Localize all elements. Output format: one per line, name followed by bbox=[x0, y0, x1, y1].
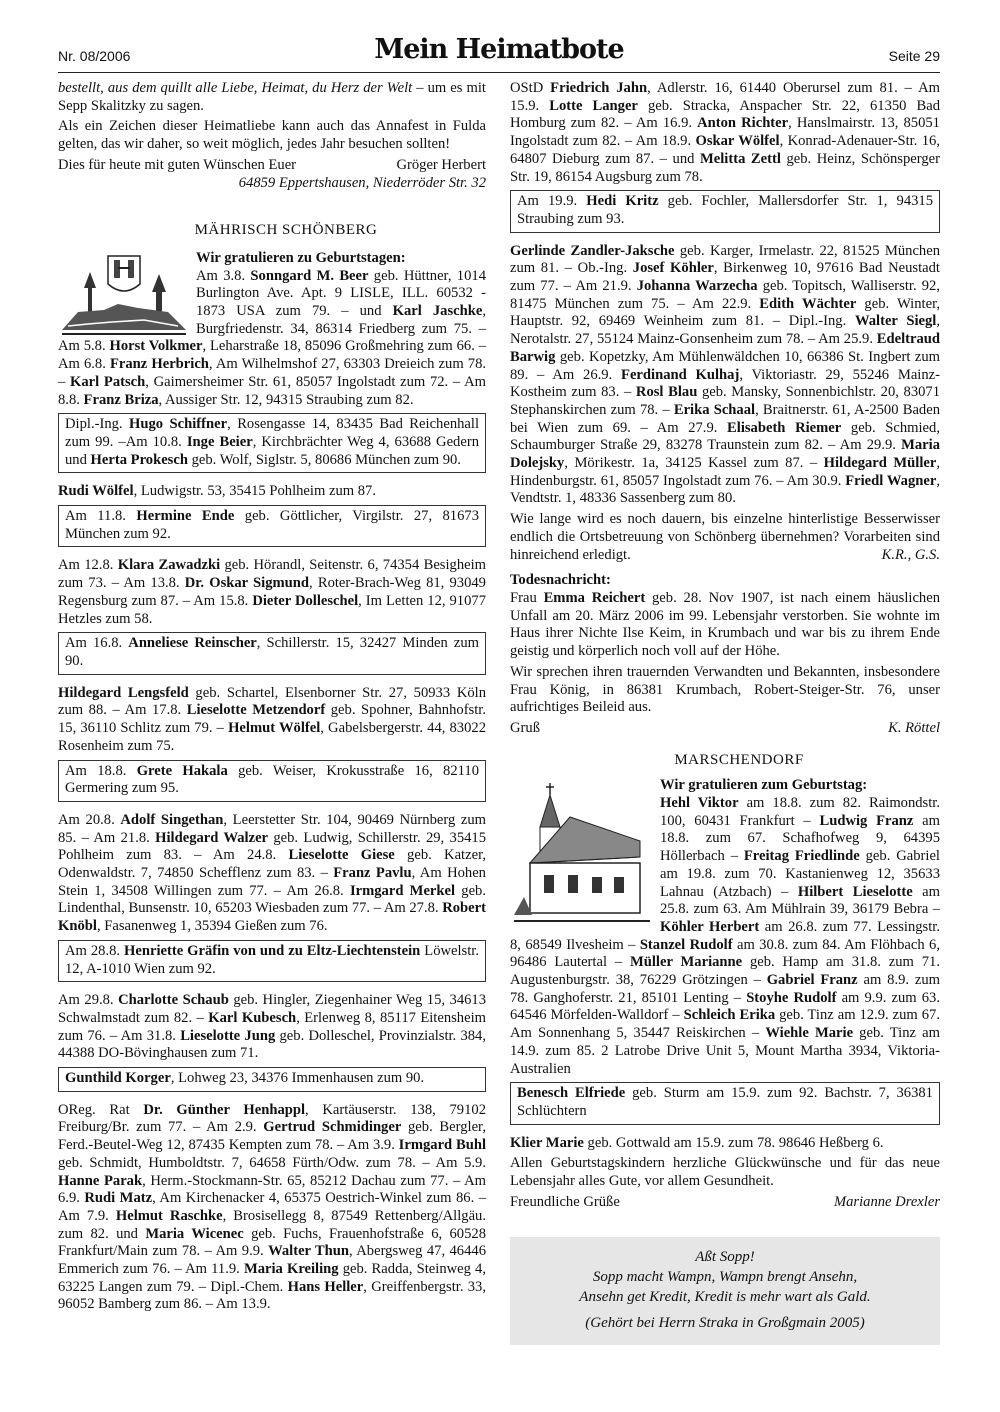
masthead-title: Mein Heimatbote bbox=[374, 34, 624, 65]
right-paragraph: Wie lange wird es noch dauern, bis einzelne hinterlistige Besserwisser endlich die Ortsbetreuung von Schönberg übernehmen? Vorarbeiten sind hinreichend erledigt. K.R., G.S. bbox=[510, 511, 940, 563]
church-drawing-icon bbox=[510, 777, 654, 927]
highlight-box: Am 19.9. Hedi Kritz geb. Fochler, Mallersdorfer Str. 1, 94315 Straubing zum 93. bbox=[510, 190, 940, 232]
death-notice-paragraph: Frau Emma Reichert geb. 28. Nov 1907, ist nach einem häuslichen Unfall am 20. März 2006 im 99. Lebensjahr verstorben. Sie wohnte im Haus ihrer Nichte Ilse Keim, in Krumbach und war bis zu ihrem Ende geistig und körperlich noch voll auf der Höhe. bbox=[510, 589, 940, 660]
highlight-box: Am 18.8. Grete Hakala geb. Weiser, Krokusstraße 16, 82110 Germering zum 95. bbox=[58, 760, 486, 802]
mahrisch-paragraph: Am 29.8. Charlotte Schaub geb. Hingler, Ziegenhainer Weg 15, 34613 Schwalmstadt zum 82. – Karl Kubesch, Erlenweg 8, 85117 Eitensheim zum 76. – Am 31.8. Lieselotte Jung geb. Dolleschel, Provinzialstr. 384, 44388 DO-Bövinghausen zum 71. bbox=[58, 992, 487, 1062]
marschendorf-signature: Freundliche Grüße Marianne Drexler bbox=[510, 1193, 940, 1210]
page-header bbox=[58, 34, 940, 74]
right-column bbox=[510, 80, 940, 1345]
town-coat-of-arms-icon bbox=[58, 250, 190, 336]
signer-address: 64859 Eppertshausen, Niederröder Str. 32 bbox=[238, 174, 486, 191]
page-number: Seite 29 bbox=[888, 48, 940, 64]
death-notice-signature: Gruß K. Röttel bbox=[510, 719, 940, 736]
mahrisch-paragraph: Hildegard Lengsfeld geb. Schartel, Elsenborner Str. 27, 50933 Köln zum 88. – Am 17.8. Lieselotte Metzendorf geb. Spohner, Bahnhofstr. 15, 36110 Schlitz zum 79. – Helmut Wölfel, Gabelsbergerstr. 44, 83022 Rosenheim zum 75. bbox=[58, 684, 487, 754]
right-paragraph: Gerlinde Zandler-Jaksche geb. Karger, Irmelastr. 22, 81525 München zum 81. – Ob.-Ing. Josef Köhler, Birkenweg 10, 97616 Bad Neustadt zum 77. – Am 21.9. Johanna Warzecha geb. Topitsch, Walliserstr. 92, 81475 München zum 75. – Am 22.9. Edith Wächter geb. Winter, Hauptstr. 92, 69469 Weinheim zum 81. – Dipl.-Ing. Walter Siegl, Nerotalstr. 27, 55124 Mainz-Gonsenheim zum 78. – Am 25.9. Edeltraud Barwig geb. Kopetzky, Am Mühlenwäldchen 10, 66386 St. Ingbert zum 89. – Am 26.9. Ferdinand Kulhaj, Viktoriastr. 29, 55246 Mainz-Kostheim zum 83. – Rosl Blau geb. Mansky, Sonnenbichlstr. 20, 83071 Stephanskirchen zum 78. – Erika Schaal, Braitnerstr. 61, A-2500 Baden bei Wien zum 69. – Am 27.9. Elisabeth Riemer geb. Schmied, Schaumburger Straße 29, 83278 Traunstein zum 82. – Am 29.9. Maria Dolejsky, Mörikestr. 1a, 34125 Kassel zum 87. – Hildegard Müller, Hindenburgstr. 61, 85057 Ingolstadt zum 76. – Am 30.9. Friedl Wagner, Vendtstr. 1, 48336 Sassenberg zum 80. bbox=[510, 242, 941, 507]
mahrisch-paragraph: Am 20.8. Adolf Singethan, Leerstetter Str. 104, 90469 Nürnberg zum 85. – Am 21.8. Hildegard Walzer geb. Ludwig, Schillerstr. 29, 35415 Pohlheim zum 83. – Am 24.8. Lieselotte Giese geb. Katzer, Odenwaldstr. 7, 74850 Schefflenz zum 83. – Franz Pavlu, Am Hohen Stein 1, 34508 Willingen zum 77. – Am 26.8. Irmgard Merkel geb. Lindenthal, Bunsenstr. 10, 65203 Wiesbaden zum 77. – Am 27.8. Robert Knöbl, Fasanenweg 1, 35394 Gießen zum 76. bbox=[58, 811, 487, 935]
highlight-box: Am 16.8. Anneliese Reinscher, Schillerstr. 15, 32427 Minden zum 90. bbox=[58, 632, 486, 674]
header-rule bbox=[58, 72, 940, 73]
intro-paragraph: bestellt, aus dem quillt alle Liebe, Heimat, du Herz der Welt – um es mit Sepp Skalitzky zu sagen. bbox=[58, 80, 486, 114]
mahrisch-paragraph: Rudi Wölfel, Ludwigstr. 53, 35415 Pohlheim zum 87. bbox=[58, 483, 376, 500]
death-notice-heading: Todesnachricht: bbox=[510, 572, 611, 589]
signer-name: Gröger Herbert bbox=[396, 156, 486, 173]
highlight-box: Am 11.8. Hermine Ende geb. Göttlicher, Virgilstr. 27, 81673 München zum 92. bbox=[58, 505, 486, 547]
right-paragraph: OStD Friedrich Jahn, Adlerstr. 16, 61440 Oberursel zum 81. – Am 15.9. Lotte Langer geb. Stracka, Anspacher Str. 22, 61350 Bad Homburg zum 82. – Am 16.9. Anton Richter, Hanslmairstr. 13, 85051 Ingolstadt zum 82. – Am 18.9. Oskar Wölfel, Konrad-Adenauer-Str. 16, 64807 Dieburg zum 87. – und Melitta Zettl geb. Heinz, Schönsperger Str. 19, 86154 Augsburg zum 78. bbox=[510, 80, 940, 185]
marschendorf-paragraph: Wir gratulieren zum Geburtstag: Hehl Viktor am 18.8. zum 82. Raimondstr. 100, 60431 Frankfurt – Ludwig Franz am 18.8. zum 67. Schafhofweg 9, 64395 Höllerbach – Freitag Friedlinde geb. Gabriel am 19.8. zum 70. Kastanienweg 12, 35633 Lahnau (Atzbach) – Hilbert Lieselotte am 25.8. zum 63. Am Mühlrain 39, 36179 Bebra – Köhler Herbert am 26.8. zum 77. Lessingstr. 8, 68549 Ilvesheim – Stanzel Rudolf am 30.8. zum 84. Am Flöhbach 6, 96486 Lautertal – Müller Marianne geb. Hamp am 31.8. zum 71. Augustenburgstr. 38, 76229 Grötzingen – Gabriel Franz am 8.9. zum 78. Ganghoferstr. 21, 85101 Lenting – Stoyhe Rudolf am 9.9. zum 63. 64546 Mörfelden-Walldorf – Schleich Erika geb. Tinz am 12.9. zum 67. Am Sonnenhang 5, 35447 Reiskirchen – Wiehle Marie geb. Tinz am 14.9. zum 85. 2 Latrobe Drive Unit 5, Mount Martha 3934, Viktoria-Australien bbox=[510, 777, 940, 1077]
highlight-box: Dipl.-Ing. Hugo Schiffner, Rosengasse 14, 83435 Bad Reichenhall zum 99. –Am 10.8. Inge Beier, Kirchbrächter Weg 4, 63688 Gedern und Herta Prokesch geb. Wolf, Siglstr. 5, 80686 München zum 90. bbox=[58, 413, 486, 473]
left-column bbox=[58, 80, 486, 1317]
marschendorf-paragraph: Klier Marie geb. Gottwald am 15.9. zum 78. 98646 Heßberg 6. bbox=[510, 1134, 884, 1151]
dialect-poem-box bbox=[510, 1237, 940, 1345]
poem-line: Sopp macht Wampn, Wampn brengt Ansehn, bbox=[592, 1269, 858, 1286]
issue-number: Nr. 08/2006 bbox=[58, 48, 131, 64]
intro-signature-line: Dies für heute mit guten Wünschen Euer Gröger Herbert bbox=[58, 156, 486, 173]
section-title-maehrisch: MÄHRISCH SCHÖNBERG bbox=[194, 222, 378, 239]
death-notice-paragraph: Wir sprechen ihren trauernden Verwandten und Bekannten, insbesondere Frau König, in 86381 Krumbach, Robert-Steiger-Str. 76, unser aufrichtiges Beileid aus. bbox=[510, 663, 940, 716]
marschendorf-paragraph: Allen Geburtstagskindern herzliche Glückwünsche und für das neue Lebensjahr alles Gute, vor allem Gesundheit. bbox=[510, 1155, 940, 1190]
highlight-box: Am 28.8. Henriette Gräfin von und zu Eltz-Liechtenstein Löwelstr. 12, A-1010 Wien zum 92. bbox=[58, 940, 486, 982]
poem-attribution: (Gehört bei Herrn Straka in Großgmain 2005) bbox=[585, 1315, 865, 1332]
highlight-box: Benesch Elfriede geb. Sturm am 15.9. zum 92. Bachstr. 7, 36381 Schlüchtern bbox=[510, 1082, 940, 1124]
mahrisch-paragraph: OReg. Rat Dr. Günther Henhappl, Kartäuserstr. 138, 79102 Freiburg/Br. zum 77. – Am 2.9. Gertrud Schmidinger geb. Bergler, Ferd.-Beutel-Weg 12, 87435 Kempten zum 78. – Am 3.9. Irmgard Buhl geb. Schmidt, Humboldtstr. 7, 64658 Fürth/Odw. zum 78. – Am 5.9. Hanne Parak, Herm.-Stockmann-Str. 65, 85212 Dachau zum 77. – Am 6.9. Rudi Matz, Am Kirchenacker 4, 65375 Oestrich-Winkel zum 86. – Am 7.9. Helmut Raschke, Brosisellegg 8, 87549 Rettenberg/Allgäu. zum 82. und Maria Wicenec geb. Fuchs, Frauenhofstraße 6, 60528 Frankfurt/Main zum 78. – Am 9.9. Walter Thun, Abergsweg 47, 46446 Emmerich zum 76. – Am 11.9. Maria Kreiling geb. Radda, Steinweg 4, 63225 Langen zum 79. – Dipl.-Chem. Hans Heller, Greiffenbergstr. 33, 96052 Bamberg zum 86. – Am 13.9. bbox=[58, 1101, 487, 1313]
highlight-box: Gunthild Korger, Lohweg 23, 34376 Immenhausen zum 90. bbox=[58, 1067, 486, 1092]
poem-line: Aßt Sopp! bbox=[695, 1249, 755, 1266]
intro-paragraph: Als ein Zeichen dieser Heimatliebe kann auch das Annafest in Fulda gelten, das wir daher, so weit möglich, jedes Jahr besuchen sollten! bbox=[58, 118, 486, 153]
initials-signature: K.R., G.S. bbox=[881, 546, 940, 563]
section-title-marschendorf: MARSCHENDORF bbox=[674, 751, 804, 768]
mahrisch-paragraph: Wir gratulieren zu Geburtstagen: Am 3.8. Sonngard M. Beer geb. Hüttner, 1014 Burlington Ave. Apt. 9 LISLE, ILL. 60532 - 1873 USA zum 79. – und Karl Jaschke, Burgfriedenstr. 34, 86314 Friedberg zum 75. – Am 5.8. Horst Volkmer, Leharstraße 18, 85096 Großmehring zum 66. – Am 6.8. Franz Herbrich, Am Wilhelmshof 27, 63303 Dreieich zum 78. – Karl Patsch, Gaimersheimer Str. 61, 85057 Ingolstadt zum 72. – Am 8.8. Franz Briza, Aussiger Str. 12, 94315 Straubing zum 82. bbox=[58, 249, 487, 408]
poem-line: Ansehn get Kredit, Kredit is mehr wart als Gald. bbox=[579, 1289, 871, 1306]
mahrisch-paragraph: Am 12.8. Klara Zawadzki geb. Hörandl, Seitenstr. 6, 74354 Besigheim zum 73. – Am 13.8. Dr. Oskar Sigmund, Roter-Brach-Weg 81, 93049 Regensburg zum 87. – Am 15.8. Dieter Dolleschel, Im Letten 12, 91077 Hetzles zum 58. bbox=[58, 557, 487, 627]
